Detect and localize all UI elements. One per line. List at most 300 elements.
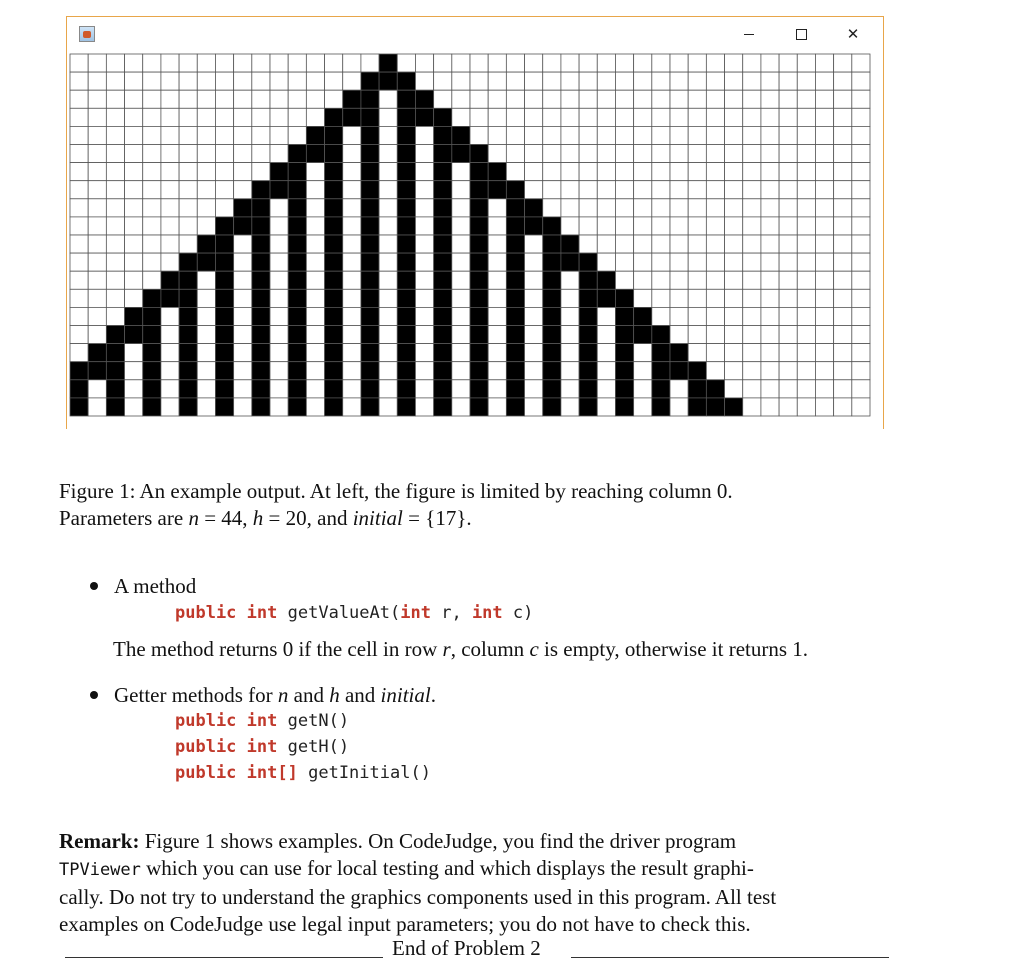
- grid-cell-empty: [525, 235, 543, 253]
- grid-cell-empty: [579, 181, 597, 199]
- grid-cell-filled: [506, 271, 524, 289]
- grid-cell-filled: [434, 181, 452, 199]
- grid-cell-empty: [706, 181, 724, 199]
- grid-cell-empty: [670, 271, 688, 289]
- grid-cell-empty: [761, 126, 779, 144]
- grid-cell-empty: [706, 199, 724, 217]
- grid-cell-empty: [506, 126, 524, 144]
- grid-cell-empty: [161, 253, 179, 271]
- grid-cell-empty: [234, 307, 252, 325]
- grid-cell-empty: [634, 108, 652, 126]
- grid-cell-empty: [779, 199, 797, 217]
- grid-cell-empty: [488, 126, 506, 144]
- grid-cell-empty: [234, 163, 252, 181]
- grid-cell-empty: [543, 72, 561, 90]
- grid-cell-empty: [106, 199, 124, 217]
- grid-cell-filled: [143, 326, 161, 344]
- grid-cell-empty: [88, 181, 106, 199]
- grid-cell-empty: [797, 199, 815, 217]
- grid-cell-filled: [615, 307, 633, 325]
- grid-cell-empty: [652, 72, 670, 90]
- grid-cell-filled: [252, 217, 270, 235]
- grid-cell-empty: [125, 362, 143, 380]
- maximize-button[interactable]: [779, 21, 823, 47]
- grid-cell-empty: [379, 199, 397, 217]
- grid-cell-empty: [761, 181, 779, 199]
- grid-cell-empty: [797, 289, 815, 307]
- grid-cell-empty: [725, 380, 743, 398]
- grid-cell-empty: [852, 289, 870, 307]
- grid-cell-empty: [525, 54, 543, 72]
- grid-cell-empty: [597, 344, 615, 362]
- grid-cell-filled: [325, 126, 343, 144]
- getter-getH: public int getH(): [175, 737, 350, 757]
- grid-cell-empty: [452, 344, 470, 362]
- grid-cell-empty: [70, 181, 88, 199]
- grid-cell-empty: [106, 307, 124, 325]
- grid-cell-empty: [452, 307, 470, 325]
- grid-cell-empty: [543, 181, 561, 199]
- grid-cell-filled: [706, 380, 724, 398]
- grid-cell-empty: [852, 307, 870, 325]
- grid-cell-empty: [270, 253, 288, 271]
- grid-cell-empty: [179, 199, 197, 217]
- grid-cell-empty: [179, 235, 197, 253]
- method-signature: public int getValueAt(int r, int c): [175, 603, 534, 623]
- grid-cell-empty: [743, 145, 761, 163]
- grid-cell-empty: [125, 344, 143, 362]
- grid-cell-empty: [688, 235, 706, 253]
- grid-cell-filled: [361, 108, 379, 126]
- grid-cell-filled: [579, 326, 597, 344]
- grid-cell-filled: [615, 362, 633, 380]
- grid-cell-empty: [688, 126, 706, 144]
- grid-cell-filled: [470, 253, 488, 271]
- grid-cell-empty: [761, 163, 779, 181]
- grid-cell-empty: [88, 126, 106, 144]
- method-description: The method returns 0 if the cell in row r, column c is empty, otherwise it returns 1.: [113, 637, 809, 661]
- grid-cell-empty: [488, 217, 506, 235]
- grid-cell-filled: [361, 344, 379, 362]
- grid-cell-empty: [561, 344, 579, 362]
- grid-cell-empty: [306, 380, 324, 398]
- grid-cell-empty: [797, 126, 815, 144]
- grid-cell-empty: [252, 108, 270, 126]
- grid-cell-empty: [379, 235, 397, 253]
- grid-cell-filled: [179, 253, 197, 271]
- grid-cell-empty: [488, 380, 506, 398]
- grid-cell-filled: [379, 54, 397, 72]
- grid-cell-filled: [470, 289, 488, 307]
- grid-cell-empty: [815, 54, 833, 72]
- grid-cell-filled: [215, 398, 233, 416]
- grid-cell-filled: [543, 307, 561, 325]
- grid-cell-empty: [561, 108, 579, 126]
- grid-cell-empty: [634, 54, 652, 72]
- grid-cell-filled: [652, 362, 670, 380]
- grid-cell-empty: [834, 163, 852, 181]
- grid-cell-empty: [579, 108, 597, 126]
- grid-cell-filled: [252, 362, 270, 380]
- grid-cell-empty: [743, 380, 761, 398]
- grid-cell-filled: [615, 326, 633, 344]
- grid-cell-empty: [761, 90, 779, 108]
- grid-cell-empty: [797, 307, 815, 325]
- grid-cell-empty: [561, 90, 579, 108]
- grid-cell-empty: [779, 126, 797, 144]
- grid-cell-empty: [725, 362, 743, 380]
- grid-cell-empty: [670, 235, 688, 253]
- grid-cell-empty: [688, 163, 706, 181]
- grid-cell-empty: [143, 54, 161, 72]
- grid-cell-filled: [415, 108, 433, 126]
- grid-cell-empty: [270, 108, 288, 126]
- grid-cell-empty: [506, 108, 524, 126]
- grid-cell-empty: [834, 217, 852, 235]
- grid-cell-empty: [325, 54, 343, 72]
- grid-cell-empty: [415, 126, 433, 144]
- grid-cell-empty: [852, 54, 870, 72]
- grid-cell-empty: [197, 398, 215, 416]
- grid-cell-empty: [88, 217, 106, 235]
- grid-cell-empty: [270, 126, 288, 144]
- grid-cell-empty: [361, 54, 379, 72]
- grid-cell-empty: [561, 289, 579, 307]
- grid-cell-empty: [288, 90, 306, 108]
- grid-cell-empty: [834, 72, 852, 90]
- grid-cell-empty: [725, 344, 743, 362]
- grid-cell-empty: [597, 163, 615, 181]
- grid-cell-empty: [852, 145, 870, 163]
- grid-cell-empty: [779, 163, 797, 181]
- grid-cell-filled: [252, 380, 270, 398]
- grid-cell-empty: [597, 398, 615, 416]
- grid-cell-filled: [161, 289, 179, 307]
- grid-cell-empty: [652, 199, 670, 217]
- grid-cell-empty: [834, 253, 852, 271]
- grid-cell-empty: [797, 362, 815, 380]
- grid-cell-empty: [688, 344, 706, 362]
- grid-cell-empty: [415, 253, 433, 271]
- grid-cell-empty: [597, 181, 615, 199]
- grid-cell-empty: [88, 289, 106, 307]
- grid-cell-empty: [452, 326, 470, 344]
- grid-cell-filled: [579, 398, 597, 416]
- grid-cell-filled: [397, 108, 415, 126]
- grid-cell-empty: [270, 307, 288, 325]
- grid-cell-empty: [452, 199, 470, 217]
- grid-cell-empty: [706, 90, 724, 108]
- grid-cell-empty: [379, 289, 397, 307]
- grid-cell-empty: [488, 145, 506, 163]
- grid-cell-filled: [306, 126, 324, 144]
- grid-cell-empty: [725, 108, 743, 126]
- grid-cell-empty: [761, 54, 779, 72]
- grid-cell-empty: [652, 289, 670, 307]
- grid-cell-empty: [815, 126, 833, 144]
- grid-cell-empty: [506, 72, 524, 90]
- grid-cell-empty: [161, 181, 179, 199]
- grid-cell-empty: [834, 108, 852, 126]
- grid-cell-filled: [143, 344, 161, 362]
- grid-cell-empty: [797, 344, 815, 362]
- grid-cell-filled: [543, 326, 561, 344]
- grid-cell-empty: [761, 217, 779, 235]
- grid-cell-empty: [125, 163, 143, 181]
- grid-cell-filled: [397, 344, 415, 362]
- grid-cell-empty: [215, 54, 233, 72]
- grid-cell-empty: [343, 181, 361, 199]
- grid-cell-filled: [361, 380, 379, 398]
- grid-cell-empty: [761, 145, 779, 163]
- grid-cell-filled: [506, 217, 524, 235]
- grid-cell-filled: [543, 253, 561, 271]
- grid-cell-empty: [306, 199, 324, 217]
- grid-cell-filled: [215, 289, 233, 307]
- grid-cell-filled: [652, 380, 670, 398]
- grid-cell-empty: [215, 181, 233, 199]
- grid-cell-filled: [397, 145, 415, 163]
- grid-cell-empty: [561, 362, 579, 380]
- grid-cell-empty: [125, 398, 143, 416]
- grid-cell-filled: [579, 380, 597, 398]
- grid-cell-empty: [525, 307, 543, 325]
- grid-cell-empty: [834, 326, 852, 344]
- grid-cell-empty: [215, 90, 233, 108]
- grid-cell-empty: [415, 235, 433, 253]
- grid-cell-filled: [506, 362, 524, 380]
- grid-cell-empty: [525, 126, 543, 144]
- grid-cell-empty: [725, 271, 743, 289]
- grid-cell-filled: [506, 307, 524, 325]
- grid-cell-empty: [125, 271, 143, 289]
- grid-cell-empty: [452, 90, 470, 108]
- end-of-problem: [59, 935, 889, 962]
- grid-cell-filled: [252, 253, 270, 271]
- grid-cell-empty: [706, 217, 724, 235]
- grid-cell-empty: [743, 235, 761, 253]
- grid-cell-empty: [343, 398, 361, 416]
- grid-cell-empty: [688, 199, 706, 217]
- grid-cell-empty: [415, 163, 433, 181]
- grid-cell-empty: [761, 398, 779, 416]
- grid-cell-empty: [70, 307, 88, 325]
- grid-cell-filled: [652, 344, 670, 362]
- grid-cell-empty: [88, 307, 106, 325]
- minimize-button[interactable]: [727, 21, 771, 47]
- grid-cell-filled: [379, 72, 397, 90]
- grid-cell-empty: [143, 199, 161, 217]
- grid-cell-empty: [743, 398, 761, 416]
- grid-cell-empty: [88, 326, 106, 344]
- grid-cell-filled: [288, 181, 306, 199]
- grid-cell-empty: [70, 163, 88, 181]
- grid-cell-empty: [525, 72, 543, 90]
- grid-cell-empty: [597, 235, 615, 253]
- grid-cell-filled: [361, 253, 379, 271]
- grid-cell-filled: [579, 362, 597, 380]
- grid-cell-empty: [179, 217, 197, 235]
- grid-cell-filled: [470, 344, 488, 362]
- grid-cell-empty: [470, 126, 488, 144]
- grid-cell-empty: [652, 108, 670, 126]
- grid-cell-empty: [634, 362, 652, 380]
- grid-cell-empty: [688, 72, 706, 90]
- grid-cell-filled: [325, 253, 343, 271]
- grid-cell-empty: [543, 54, 561, 72]
- grid-cell-empty: [343, 380, 361, 398]
- grid-cell-filled: [288, 344, 306, 362]
- grid-cell-empty: [761, 108, 779, 126]
- grid-cell-empty: [743, 217, 761, 235]
- grid-cell-empty: [143, 235, 161, 253]
- maximize-icon: [796, 29, 807, 40]
- grid-cell-empty: [306, 108, 324, 126]
- grid-cell-empty: [415, 72, 433, 90]
- grid-cell-filled: [143, 398, 161, 416]
- grid-cell-empty: [452, 398, 470, 416]
- bullet-getters-title: Getter methods for n and h and initial.: [114, 683, 436, 707]
- grid-cell-empty: [197, 380, 215, 398]
- grid-cell-empty: [815, 398, 833, 416]
- minimize-icon: [744, 34, 754, 35]
- grid-cell-empty: [797, 380, 815, 398]
- grid-cell-empty: [706, 344, 724, 362]
- grid-cell-empty: [706, 54, 724, 72]
- grid-cell-empty: [579, 145, 597, 163]
- grid-cell-empty: [415, 398, 433, 416]
- grid-cell-filled: [288, 163, 306, 181]
- grid-cell-empty: [379, 126, 397, 144]
- grid-cell-empty: [252, 145, 270, 163]
- grid-cell-empty: [779, 90, 797, 108]
- grid-cell-filled: [434, 235, 452, 253]
- grid-cell-empty: [306, 271, 324, 289]
- grid-cell-filled: [361, 217, 379, 235]
- close-button[interactable]: [831, 21, 875, 47]
- grid-cell-empty: [88, 199, 106, 217]
- grid-cell-empty: [379, 181, 397, 199]
- grid-cell-filled: [179, 380, 197, 398]
- grid-cell-filled: [179, 362, 197, 380]
- grid-cell-filled: [288, 398, 306, 416]
- grid-cell-empty: [70, 344, 88, 362]
- grid-cell-filled: [506, 181, 524, 199]
- grid-cell-empty: [561, 72, 579, 90]
- grid-cell-empty: [725, 72, 743, 90]
- grid-cell-empty: [70, 108, 88, 126]
- grid-cell-empty: [161, 199, 179, 217]
- grid-cell-filled: [70, 380, 88, 398]
- grid-cell-empty: [597, 90, 615, 108]
- grid-cell-filled: [325, 108, 343, 126]
- grid-cell-filled: [325, 362, 343, 380]
- grid-cell-empty: [470, 54, 488, 72]
- end-of-problem-text: End of Problem 2: [392, 936, 541, 960]
- grid-cell-empty: [343, 344, 361, 362]
- getter-getInitial: public int[] getInitial(): [175, 763, 431, 783]
- grid-cell-empty: [488, 108, 506, 126]
- grid-cell-empty: [579, 235, 597, 253]
- grid-cell-empty: [270, 289, 288, 307]
- grid-cell-filled: [470, 235, 488, 253]
- grid-cell-filled: [670, 344, 688, 362]
- grid-cell-filled: [361, 199, 379, 217]
- grid-cell-filled: [434, 289, 452, 307]
- grid-cell-empty: [852, 108, 870, 126]
- grid-cell-empty: [815, 108, 833, 126]
- grid-cell-empty: [561, 163, 579, 181]
- grid-cell-filled: [361, 72, 379, 90]
- grid-cell-empty: [106, 108, 124, 126]
- grid-cell-empty: [197, 326, 215, 344]
- grid-cell-empty: [488, 326, 506, 344]
- grid-cell-empty: [761, 72, 779, 90]
- grid-cell-empty: [815, 271, 833, 289]
- grid-cell-empty: [306, 217, 324, 235]
- grid-cell-empty: [234, 90, 252, 108]
- grid-cell-empty: [670, 90, 688, 108]
- grid-cell-empty: [852, 235, 870, 253]
- grid-cell-empty: [670, 145, 688, 163]
- grid-cell-filled: [215, 380, 233, 398]
- window-titlebar: [67, 17, 883, 51]
- close-icon: ✕: [846, 25, 860, 43]
- grid-cell-empty: [70, 217, 88, 235]
- grid-cell-empty: [779, 181, 797, 199]
- grid-cell-filled: [288, 199, 306, 217]
- grid-cell-filled: [525, 217, 543, 235]
- grid-cell-empty: [670, 163, 688, 181]
- grid-cell-empty: [379, 217, 397, 235]
- grid-cell-empty: [306, 181, 324, 199]
- grid-cell-filled: [325, 199, 343, 217]
- grid-cell-empty: [688, 253, 706, 271]
- grid-cell-empty: [179, 54, 197, 72]
- grid-cell-empty: [597, 326, 615, 344]
- grid-cell-empty: [270, 326, 288, 344]
- grid-cell-empty: [852, 217, 870, 235]
- grid-cell-empty: [688, 289, 706, 307]
- grid-cell-filled: [397, 217, 415, 235]
- grid-cell-filled: [688, 362, 706, 380]
- grid-cell-empty: [70, 271, 88, 289]
- grid-cell-empty: [179, 145, 197, 163]
- grid-cell-empty: [270, 54, 288, 72]
- grid-cell-empty: [634, 344, 652, 362]
- grid-cell-empty: [615, 199, 633, 217]
- grid-cell-filled: [106, 398, 124, 416]
- grid-cell-filled: [343, 108, 361, 126]
- grid-cell-filled: [325, 217, 343, 235]
- grid-cell-empty: [197, 307, 215, 325]
- grid-cell-empty: [343, 326, 361, 344]
- grid-cell-filled: [215, 253, 233, 271]
- grid-cell-empty: [634, 235, 652, 253]
- grid-cell-empty: [652, 145, 670, 163]
- grid-cell-empty: [106, 163, 124, 181]
- grid-cell-empty: [125, 108, 143, 126]
- grid-cell-empty: [670, 199, 688, 217]
- grid-cell-filled: [434, 108, 452, 126]
- grid-cell-empty: [797, 271, 815, 289]
- grid-cell-empty: [379, 163, 397, 181]
- grid-cell-filled: [452, 126, 470, 144]
- grid-cell-empty: [743, 54, 761, 72]
- grid-cell-filled: [252, 181, 270, 199]
- grid-cell-empty: [161, 108, 179, 126]
- grid-cell-empty: [525, 181, 543, 199]
